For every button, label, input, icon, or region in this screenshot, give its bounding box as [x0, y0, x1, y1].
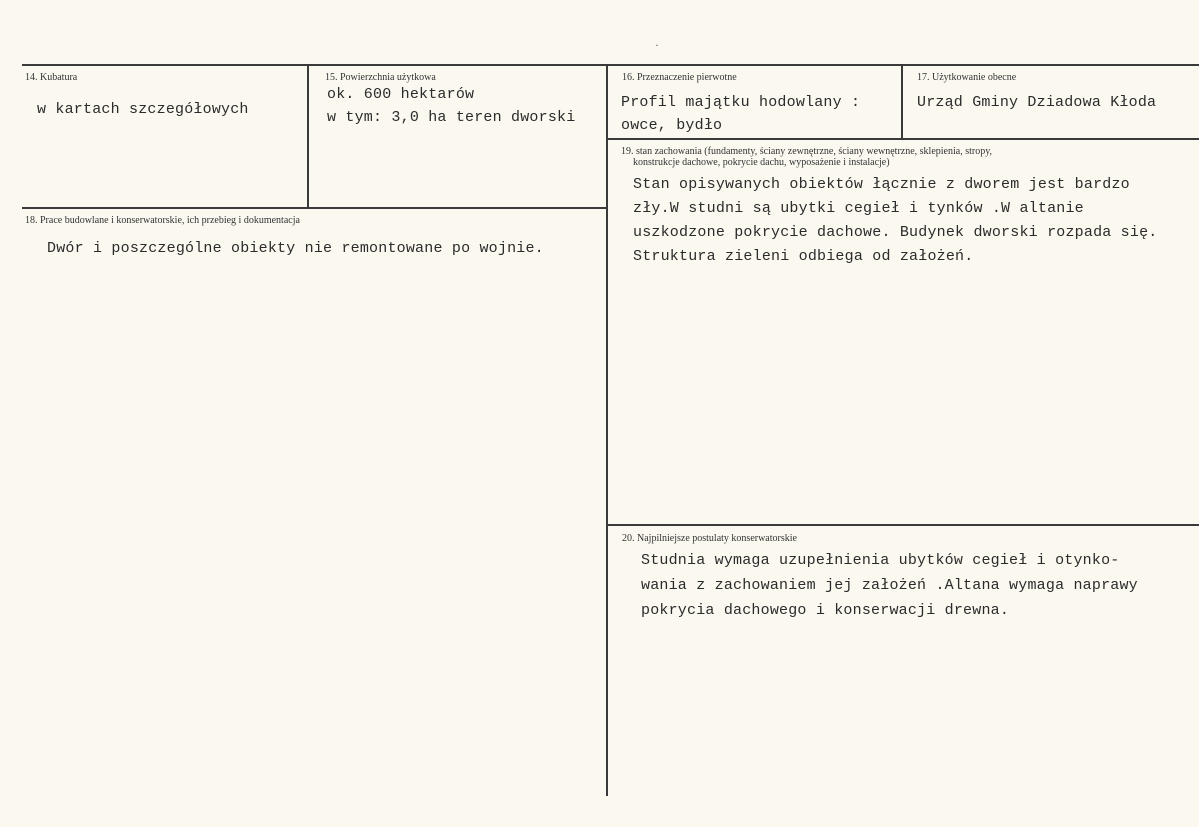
- field-19-line-4: Struktura zieleni odbiega od założeń.: [633, 248, 974, 265]
- field-19-line-3: uszkodzone pokrycie dachowe. Budynek dworski rozpada się.: [633, 224, 1158, 241]
- field-16-line-2: owce, bydło: [621, 117, 723, 134]
- top-border: [22, 64, 1199, 66]
- field-20-label: 20. Najpilniejsze postulaty konserwatorskie: [622, 533, 797, 544]
- field-18-value: Dwór i poszczególne obiekty nie remontowane po wojnie.: [47, 240, 544, 257]
- field-18-label: 18. Prace budowlane i konserwatorskie, ich przebieg i dokumentacja: [25, 215, 300, 226]
- field-17-label: 17. Użytkowanie obecne: [917, 72, 1017, 83]
- divider-left-middle: [22, 207, 607, 209]
- field-14-value: w kartach szczegółowych: [37, 101, 249, 118]
- field-19-line-1: Stan opisywanych obiektów łącznie z dworem jest bardzo: [633, 176, 1130, 193]
- divider-main: [606, 64, 608, 796]
- divider-16-17: [901, 64, 903, 138]
- divider-lower-right: [608, 524, 1199, 526]
- field-15-line-1: ok. 600 hektarów: [327, 86, 475, 103]
- field-20-line-1: Studnia wymaga uzupełnienia ubytków cegieł i otynko-: [641, 552, 1120, 569]
- field-20-line-3: pokrycia dachowego i konserwacji drewna.: [641, 602, 1010, 619]
- field-14-label: 14. Kubatura: [25, 72, 78, 83]
- field-19-label-line-1: 19. stan zachowania (fundamenty, ściany zewnętrzne, ściany wewnętrzne, sklepienia, stropy,: [621, 146, 993, 157]
- field-15-label: 15. Powierzchnia użytkowa: [325, 72, 436, 83]
- field-15-line-2: w tym: 3,0 ha teren dworski: [327, 109, 576, 126]
- paper-speck: ·: [655, 38, 659, 52]
- field-16-label: 16. Przeznaczenie pierwotne: [622, 72, 737, 83]
- field-19-label-line-2: konstrukcje dachowe, pokrycie dachu, wyposażenie i instalacje): [633, 157, 890, 168]
- field-20-line-2: wania z zachowaniem jej założeń .Altana wymaga naprawy: [641, 577, 1138, 594]
- field-17-value: Urząd Gminy Dziadowa Kłoda: [917, 94, 1157, 111]
- divider-upper-right: [608, 138, 1199, 140]
- field-16-line-1: Profil majątku hodowlany :: [621, 94, 861, 111]
- divider-14-15: [307, 64, 309, 207]
- field-19-line-2: zły.W studni są ubytki cegieł i tynków .W altanie: [633, 200, 1084, 217]
